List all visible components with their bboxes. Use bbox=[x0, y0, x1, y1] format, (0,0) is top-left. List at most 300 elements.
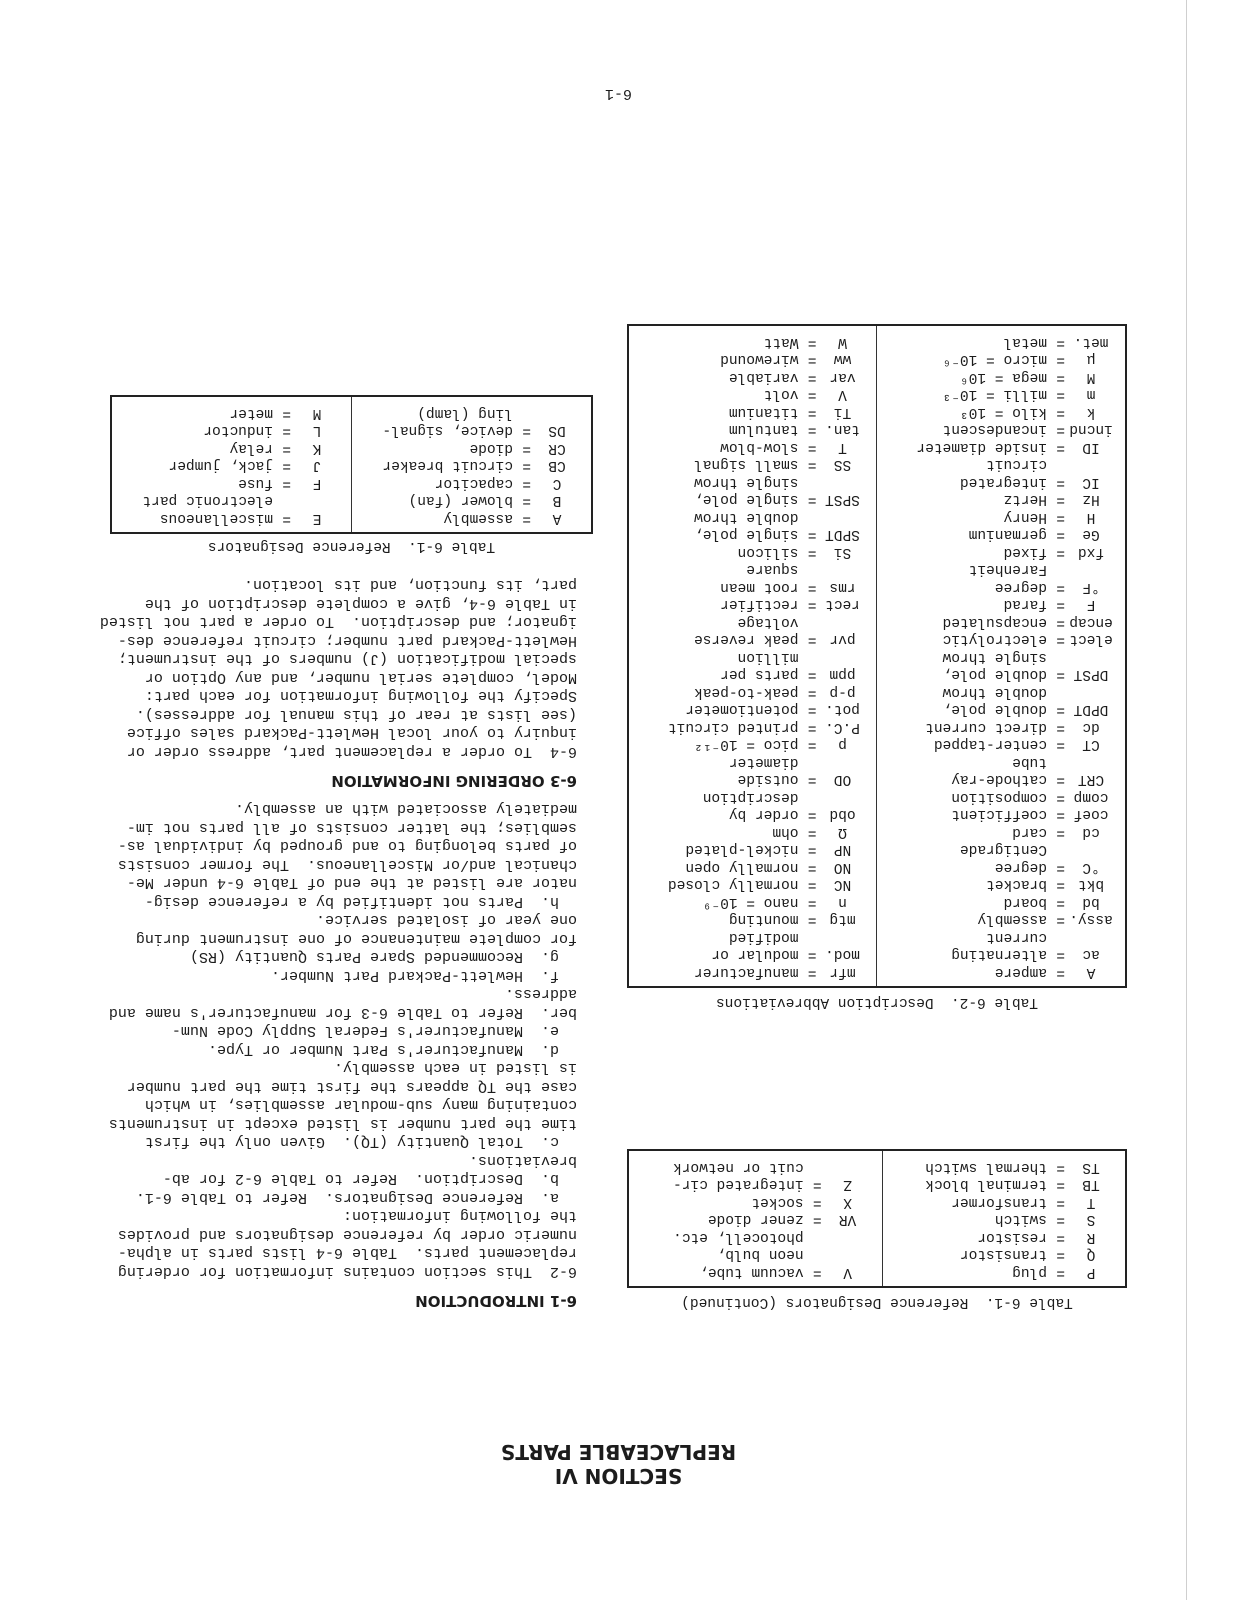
equals-sign: = bbox=[1056, 701, 1065, 718]
table-entry bbox=[120, 456, 343, 474]
equals-sign: = bbox=[1056, 806, 1065, 823]
entry-description: inductor bbox=[203, 422, 273, 439]
table-entry bbox=[891, 1228, 1117, 1246]
entry-description: ampere bbox=[994, 964, 1047, 980]
entry-code: m bbox=[1086, 386, 1096, 403]
table-entry bbox=[637, 753, 869, 788]
equals-sign: = bbox=[807, 631, 817, 648]
equals-sign: = bbox=[1056, 404, 1065, 420]
entry-description: rectifier bbox=[720, 596, 799, 613]
table-ref-cont bbox=[627, 1150, 1127, 1289]
equals-sign: = bbox=[522, 475, 531, 491]
table-entry bbox=[886, 403, 1118, 421]
entry-description: Watt bbox=[763, 334, 799, 350]
entry-code: °F bbox=[1082, 579, 1100, 595]
entry-code: P bbox=[1086, 1264, 1096, 1280]
entry-description: manufacturer bbox=[694, 964, 799, 980]
entry-code: μ bbox=[1086, 351, 1096, 368]
table-entry bbox=[891, 1245, 1117, 1263]
equals-sign: = bbox=[812, 1211, 822, 1228]
entry-description: assembly bbox=[443, 510, 513, 526]
table-entry bbox=[637, 648, 869, 683]
entry-description: milli = 10⁻³ bbox=[942, 386, 1047, 403]
table-entry bbox=[120, 404, 343, 422]
equals-sign: = bbox=[1056, 824, 1065, 840]
entry-description: farad bbox=[1003, 596, 1047, 613]
equals-sign: = bbox=[1056, 736, 1065, 753]
entry-code: IC bbox=[1082, 474, 1100, 490]
table-entry bbox=[637, 718, 869, 736]
equals-sign: = bbox=[807, 666, 817, 683]
entry-code: V bbox=[843, 1264, 852, 1280]
entry-code: dc bbox=[1082, 719, 1100, 735]
equals-sign: = bbox=[807, 946, 817, 963]
table-entry bbox=[886, 875, 1118, 893]
entry-description: germanium bbox=[968, 526, 1047, 543]
equals-sign: = bbox=[1056, 491, 1065, 508]
entry-code: incnd bbox=[1069, 421, 1113, 438]
equals-sign: = bbox=[807, 544, 817, 560]
entry-code: T bbox=[838, 439, 847, 455]
entry-code: M bbox=[1086, 369, 1096, 385]
entry-description: meter bbox=[229, 405, 273, 421]
equals-sign: = bbox=[807, 404, 817, 420]
entry-code: encap bbox=[1069, 614, 1113, 630]
table-entry bbox=[891, 1210, 1117, 1228]
table-entry bbox=[886, 683, 1118, 718]
section-subtitle: REPLACEABLE PARTS bbox=[500, 1440, 737, 1464]
entry-description: nano = 10⁻⁹ bbox=[702, 894, 799, 910]
entry-description: double pole, double throw bbox=[942, 684, 1047, 718]
entry-code: p bbox=[838, 736, 847, 753]
entry-code: L bbox=[312, 422, 322, 439]
table-entry bbox=[891, 1158, 1117, 1176]
entry-code: S bbox=[1086, 1211, 1096, 1228]
entry-code: Z bbox=[843, 1176, 852, 1193]
page-number: 6-1 bbox=[605, 85, 633, 102]
entry-code: Hz bbox=[1082, 491, 1100, 508]
equals-sign: = bbox=[1056, 894, 1065, 910]
equals-sign: = bbox=[807, 806, 817, 823]
table-entry bbox=[886, 560, 1118, 595]
entry-description: capacitor bbox=[434, 475, 513, 491]
equals-sign: = bbox=[807, 456, 817, 473]
entry-code: ID bbox=[1082, 439, 1100, 455]
entry-code: NP bbox=[833, 841, 852, 858]
entry-description: circuit breaker bbox=[382, 457, 513, 474]
equals-sign: = bbox=[812, 1176, 822, 1193]
entry-description: kilo = 10³ bbox=[959, 404, 1047, 420]
entry-code: SS bbox=[833, 456, 852, 473]
table-entry bbox=[360, 439, 583, 457]
equals-sign: = bbox=[1056, 1176, 1065, 1193]
entry-description: silicon bbox=[737, 544, 799, 560]
equals-sign: = bbox=[522, 510, 531, 526]
entry-description: resistor bbox=[977, 1229, 1047, 1245]
entry-description: switch bbox=[994, 1211, 1047, 1228]
entry-description: composition bbox=[951, 789, 1047, 805]
entry-code: fxd bbox=[1077, 544, 1105, 560]
table-ref bbox=[110, 396, 593, 535]
intro-paragraph: 6-2 This section contains information for ordering replacement parts. Table 6-4 lists parts in alpha- numeric order by reference designators and provides the following information: a. Reference Designators. Refer to Table 6-1. b. Description. Refer to Table 6-2 for ab- breviations. c. Total Quantity (TQ). Given only the first time the part number is listed except in instruments containing many sub-modular assemblies, in which case the TQ appears the first time the part number is listed in each assembly. d. Manufacturer's Part Number or Type. e. Manufacturer's Federal Supply Code Num- ber. Refer to Table 6-3 for manufacturer's name and address. f. Hewlett-Packard Part Number. g. Recommended Spare Parts Quantity (RS) for complete maintenance of one instrument during one year of isolated service. h. Parts not identified by a reference desig- nator are listed at the end of Table 6-4 under Me- chanical and/or Miscellaneous. The former consists of parts belonging to and grouped by individual as- semblies; the latter consists of all parts not im- mediately associated with an assembly. bbox=[108, 800, 577, 1280]
entry-code: H bbox=[1086, 509, 1096, 525]
entry-code: Q bbox=[1086, 1246, 1096, 1263]
equals-sign: = bbox=[807, 876, 817, 893]
table-entry bbox=[886, 333, 1118, 351]
entry-code: OD bbox=[833, 771, 852, 788]
entry-description: device, signal- ling (lamp) bbox=[382, 405, 513, 439]
table-entry bbox=[886, 385, 1118, 403]
entry-description: tantulum bbox=[728, 421, 799, 438]
entry-code: ppm bbox=[829, 666, 856, 683]
equals-sign: = bbox=[807, 841, 817, 858]
entry-description: inside diameter bbox=[916, 439, 1047, 455]
table-entry bbox=[637, 788, 869, 823]
entry-code: A bbox=[1086, 964, 1096, 980]
entry-description: mega = 10⁶ bbox=[959, 369, 1047, 385]
entry-code: comp bbox=[1073, 789, 1109, 805]
entry-code: ac bbox=[1082, 946, 1100, 963]
table-entry bbox=[886, 735, 1118, 753]
equals-sign: = bbox=[807, 491, 817, 508]
table-entry bbox=[637, 928, 869, 963]
table-entry bbox=[886, 420, 1118, 438]
table-entry bbox=[360, 474, 583, 492]
equals-sign: = bbox=[1056, 439, 1065, 455]
table-entry bbox=[891, 1263, 1117, 1281]
table-entry bbox=[886, 613, 1118, 631]
entry-code: CRT bbox=[1077, 771, 1105, 788]
entry-description: coefficient bbox=[951, 806, 1047, 823]
entry-code: E bbox=[312, 510, 322, 526]
equals-sign: = bbox=[807, 526, 817, 543]
equals-sign: = bbox=[1056, 859, 1065, 875]
entry-description: root mean square bbox=[720, 561, 799, 595]
table-entry bbox=[886, 840, 1118, 875]
table-entry bbox=[637, 963, 869, 981]
entry-code: met. bbox=[1073, 334, 1109, 350]
entry-description: bracket bbox=[986, 876, 1047, 893]
entry-description: miscellaneous electronic part bbox=[142, 492, 273, 526]
entry-description: degree Farenheit bbox=[968, 561, 1047, 595]
equals-sign: = bbox=[812, 1264, 822, 1280]
entry-code: pot. bbox=[825, 701, 860, 718]
entry-description: volt bbox=[763, 386, 799, 403]
table-ref-cont-left-column bbox=[882, 1151, 1126, 1288]
entry-description: transistor bbox=[959, 1246, 1047, 1263]
entry-description: center-tapped bbox=[933, 736, 1047, 753]
table-ref-caption: Table 6-1. Reference Designators bbox=[207, 538, 496, 554]
entry-code: coef bbox=[1073, 806, 1109, 823]
entry-code: R bbox=[1086, 1229, 1096, 1245]
entry-code: CB bbox=[548, 457, 566, 474]
entry-description: slow-blow bbox=[720, 439, 799, 455]
equals-sign: = bbox=[807, 824, 817, 840]
equals-sign: = bbox=[282, 457, 291, 474]
entry-code: C bbox=[552, 475, 562, 491]
table-entry bbox=[886, 910, 1118, 928]
entry-code: °C bbox=[1082, 859, 1100, 875]
equals-sign: = bbox=[1056, 386, 1065, 403]
table-abbr-left-column bbox=[877, 326, 1126, 988]
entry-description: double pole, single throw bbox=[942, 649, 1047, 683]
equals-sign: = bbox=[1056, 1264, 1065, 1280]
table-entry bbox=[891, 1175, 1117, 1193]
section-heading bbox=[400, 1440, 837, 1488]
entry-description: peak-to-peak bbox=[694, 684, 799, 700]
table-entry bbox=[886, 490, 1118, 508]
entry-description: assembly bbox=[977, 911, 1047, 928]
entry-description: printed circuit bbox=[667, 719, 799, 735]
table-entry bbox=[637, 875, 869, 893]
equals-sign: = bbox=[807, 911, 817, 928]
table-entry bbox=[120, 439, 343, 457]
equals-sign: = bbox=[1056, 911, 1065, 928]
table-entry bbox=[637, 823, 869, 841]
equals-sign: = bbox=[1056, 1159, 1065, 1175]
table-entry bbox=[637, 333, 869, 351]
table-entry bbox=[637, 455, 869, 473]
table-entry bbox=[886, 753, 1118, 788]
entry-description: variable bbox=[728, 369, 799, 385]
entry-description: fuse bbox=[238, 475, 273, 491]
table-entry bbox=[637, 368, 869, 386]
table-entry bbox=[637, 700, 869, 718]
entry-code: var bbox=[829, 369, 856, 385]
equals-sign: = bbox=[1056, 964, 1065, 980]
entry-code: obd bbox=[829, 806, 856, 823]
intro-heading: 6-1 INTRODUCTION bbox=[415, 1292, 577, 1310]
table-entry bbox=[637, 438, 869, 456]
equals-sign: = bbox=[1056, 544, 1065, 560]
equals-sign: = bbox=[1056, 579, 1065, 595]
equals-sign: = bbox=[807, 369, 817, 385]
entry-description: encapsulated bbox=[942, 614, 1047, 630]
table-ref-cont-caption: Table 6-1. Reference Designators (Continued) bbox=[681, 1294, 1073, 1310]
equals-sign: = bbox=[1056, 1194, 1065, 1210]
table-entry bbox=[886, 508, 1118, 526]
table-entry bbox=[886, 543, 1118, 561]
entry-code: Ti bbox=[833, 404, 852, 420]
table-entry bbox=[637, 1158, 874, 1193]
entry-description: alternating current bbox=[951, 929, 1047, 963]
entry-code: M bbox=[312, 405, 322, 421]
entry-code: Ge bbox=[1082, 526, 1100, 543]
equals-sign: = bbox=[1056, 1211, 1065, 1228]
equals-sign: = bbox=[807, 421, 817, 438]
entry-code: mtg bbox=[829, 911, 856, 928]
table-entry bbox=[886, 350, 1118, 368]
equals-sign: = bbox=[807, 964, 817, 980]
equals-sign: = bbox=[1056, 474, 1065, 490]
equals-sign: = bbox=[1056, 526, 1065, 543]
table-entry bbox=[637, 1210, 874, 1228]
entry-code: DPST bbox=[1073, 666, 1109, 683]
equals-sign: = bbox=[1056, 351, 1065, 368]
equals-sign: = bbox=[1056, 876, 1065, 893]
entry-code: TS bbox=[1082, 1159, 1100, 1175]
entry-code: VR bbox=[838, 1211, 857, 1228]
entry-description: transformer bbox=[951, 1194, 1047, 1210]
table-entry bbox=[637, 910, 869, 928]
entry-description: integrated cir- cuit or network bbox=[673, 1159, 804, 1193]
table-entry bbox=[637, 858, 869, 876]
entry-description: pico = 10⁻¹² bbox=[694, 736, 799, 753]
entry-code: elect bbox=[1069, 631, 1113, 648]
table-entry bbox=[886, 368, 1118, 386]
table-ref-cont-right-column bbox=[628, 1151, 882, 1288]
table-entry bbox=[637, 385, 869, 403]
entry-code: B bbox=[552, 492, 562, 509]
entry-description: degree Centigrade bbox=[959, 841, 1047, 875]
table-entry bbox=[637, 543, 869, 561]
table-abbr bbox=[627, 325, 1127, 989]
entry-code: W bbox=[838, 334, 847, 350]
entry-description: socket bbox=[751, 1194, 804, 1210]
entry-code: K bbox=[312, 440, 322, 456]
table-entry bbox=[886, 438, 1118, 456]
equals-sign: = bbox=[807, 596, 817, 613]
table-ref-right-column bbox=[111, 397, 352, 534]
table-entry bbox=[886, 630, 1118, 648]
table-entry bbox=[886, 595, 1118, 613]
entry-description: parts per million bbox=[720, 649, 799, 683]
entry-code: DS bbox=[548, 422, 566, 439]
table-entry bbox=[886, 455, 1118, 490]
entry-description: Hertz bbox=[1003, 491, 1047, 508]
equals-sign: = bbox=[282, 475, 291, 491]
entry-code: mod. bbox=[825, 946, 860, 963]
equals-sign: = bbox=[1056, 666, 1065, 683]
entry-description: card bbox=[1012, 824, 1047, 840]
entry-code: n bbox=[838, 894, 847, 910]
entry-description: micro = 10⁻⁶ bbox=[942, 351, 1047, 368]
equals-sign: = bbox=[807, 439, 817, 455]
entry-description: metal bbox=[1003, 334, 1047, 350]
equals-sign: = bbox=[1056, 631, 1065, 648]
equals-sign: = bbox=[807, 701, 817, 718]
equals-sign: = bbox=[282, 440, 291, 456]
equals-sign: = bbox=[1056, 719, 1065, 735]
table-ref-left-column bbox=[352, 397, 593, 534]
table-entry bbox=[637, 473, 869, 508]
table-entry bbox=[637, 560, 869, 595]
entry-description: incandescent bbox=[942, 421, 1047, 438]
entry-code: cd bbox=[1082, 824, 1100, 840]
equals-sign: = bbox=[807, 351, 817, 368]
entry-code: X bbox=[843, 1194, 852, 1210]
equals-sign: = bbox=[1056, 421, 1065, 438]
section-title: SECTION VI bbox=[554, 1464, 683, 1488]
entry-code: rect bbox=[825, 596, 860, 613]
table-entry bbox=[886, 648, 1118, 683]
scan-edge-line bbox=[1186, 0, 1187, 1600]
ordering-paragraph: 6-4 To order a replacement part, address order or inquiry to your local Hewlett-Packard sales office (see lists at rear of this manual for addresses). Specify the following information for each part: Model, complete serial number, and any Option or special modification (J) numbers of the instrument; Hewlett-Packard part number; circuit reference des- ignator; and description. To order a part not listed in Table 6-4, give a complete description of the part, its function, and its location. bbox=[99, 576, 577, 760]
table-entry bbox=[637, 1228, 874, 1281]
equals-sign: = bbox=[1056, 789, 1065, 805]
entry-description: modular or modified bbox=[711, 929, 799, 963]
entry-description: electrolytic bbox=[942, 631, 1047, 648]
table-entry bbox=[637, 350, 869, 368]
entry-description: blower (fan) bbox=[408, 492, 513, 509]
entry-code: TB bbox=[1082, 1176, 1100, 1193]
equals-sign: = bbox=[807, 719, 817, 735]
entry-description: terminal block bbox=[925, 1176, 1047, 1193]
equals-sign: = bbox=[282, 405, 291, 421]
equals-sign: = bbox=[807, 684, 817, 700]
entry-description: nickel-plated bbox=[685, 841, 799, 858]
equals-sign: = bbox=[1056, 334, 1065, 350]
equals-sign: = bbox=[1056, 946, 1065, 963]
table-entry bbox=[891, 1193, 1117, 1211]
entry-description: board bbox=[1003, 894, 1047, 910]
equals-sign: = bbox=[282, 422, 291, 439]
table-entry bbox=[886, 823, 1118, 841]
entry-description: ohm bbox=[772, 824, 799, 840]
entry-description: integrated circuit bbox=[959, 456, 1047, 490]
table-entry bbox=[886, 805, 1118, 823]
entry-code: Si bbox=[833, 544, 852, 560]
entry-description: outside diameter bbox=[728, 754, 799, 788]
table-entry bbox=[637, 840, 869, 858]
table-entry bbox=[886, 963, 1118, 981]
entry-code: F bbox=[1086, 596, 1096, 613]
entry-code: p-p bbox=[829, 684, 856, 700]
entry-description: normally closed bbox=[667, 876, 799, 893]
entry-code: CR bbox=[548, 440, 566, 456]
table-abbr-right-column bbox=[628, 326, 877, 988]
equals-sign: = bbox=[807, 859, 817, 875]
entry-description: small signal bbox=[694, 456, 799, 473]
entry-description: zener diode bbox=[707, 1211, 804, 1228]
table-entry bbox=[360, 509, 583, 527]
table-entry bbox=[637, 508, 869, 543]
equals-sign: = bbox=[1056, 1229, 1065, 1245]
entry-description: mounting bbox=[728, 911, 799, 928]
equals-sign: = bbox=[807, 894, 817, 910]
entry-code: rms bbox=[829, 579, 856, 595]
entry-description: order by description bbox=[702, 789, 799, 823]
equals-sign: = bbox=[522, 457, 531, 474]
equals-sign: = bbox=[1056, 614, 1065, 630]
table-entry bbox=[886, 893, 1118, 911]
table-entry bbox=[637, 893, 869, 911]
entry-description: diode bbox=[469, 440, 513, 456]
table-entry bbox=[360, 491, 583, 509]
entry-code: F bbox=[312, 475, 322, 491]
table-entry bbox=[637, 595, 869, 613]
entry-code: T bbox=[1086, 1194, 1096, 1210]
entry-description: titanium bbox=[728, 404, 799, 420]
table-entry bbox=[360, 404, 583, 439]
table-entry bbox=[637, 735, 869, 753]
table-entry bbox=[886, 928, 1118, 963]
entry-description: Henry bbox=[1003, 509, 1047, 525]
entry-code: SPST bbox=[825, 491, 860, 508]
entry-code: A bbox=[552, 510, 562, 526]
entry-code: CT bbox=[1082, 736, 1100, 753]
entry-description: plug bbox=[1012, 1264, 1047, 1280]
table-entry bbox=[637, 403, 869, 421]
entry-code: bkt bbox=[1077, 876, 1105, 893]
equals-sign: = bbox=[807, 386, 817, 403]
entry-code: P.C. bbox=[825, 719, 860, 735]
ordering-heading: 6-3 ORDERING INFORMATION bbox=[331, 772, 577, 790]
entry-description: potentiometer bbox=[685, 701, 799, 718]
entry-code: k bbox=[1086, 404, 1096, 420]
equals-sign: = bbox=[812, 1194, 822, 1210]
entry-code: pvr bbox=[829, 631, 856, 648]
